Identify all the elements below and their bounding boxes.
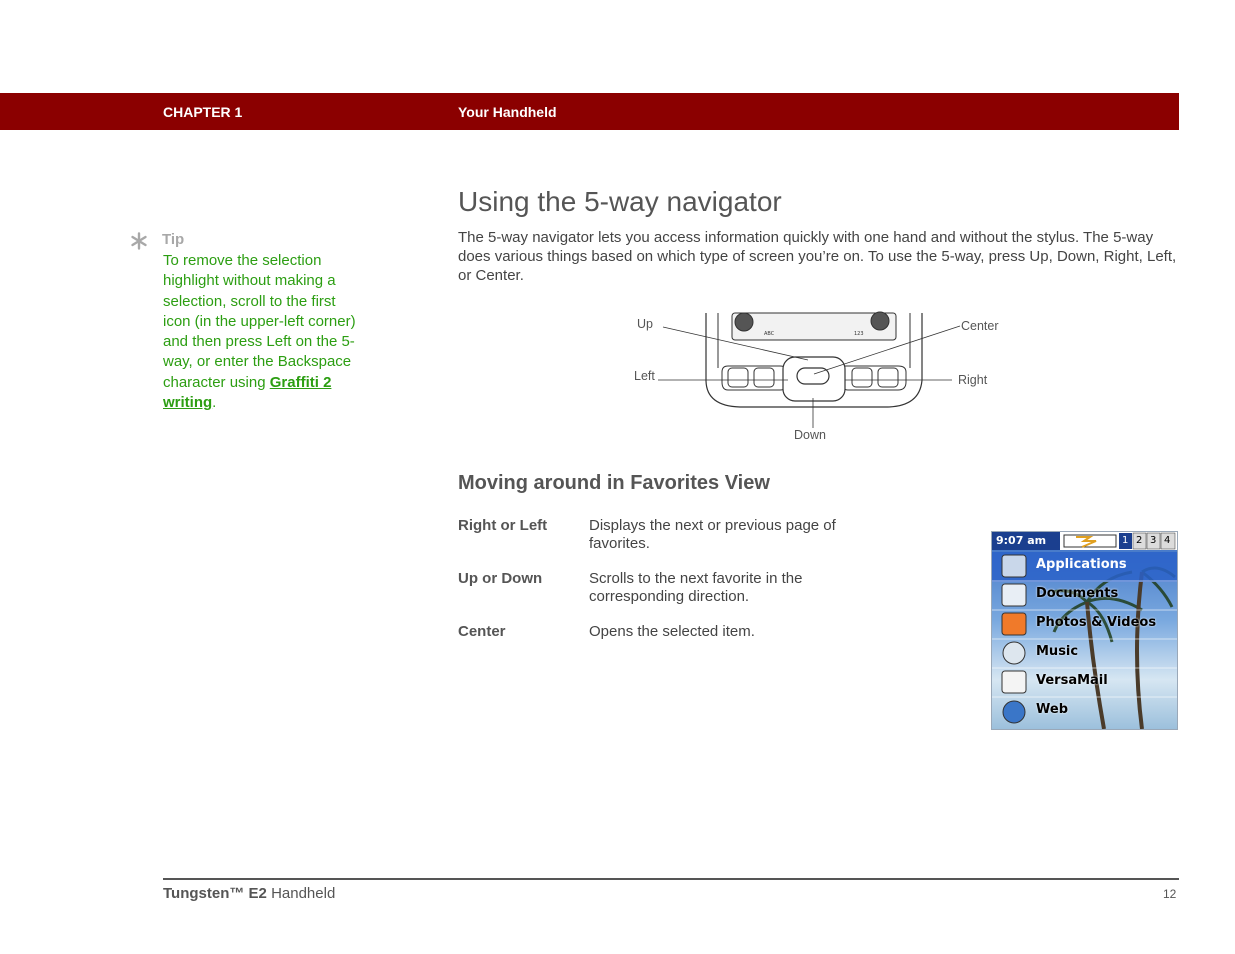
favorite-label: Photos & Videos — [1036, 615, 1157, 630]
tip-text — [163, 251, 358, 413]
favorite-label: VersaMail — [1036, 673, 1108, 688]
asterisk-icon — [130, 232, 148, 250]
favorite-label: Music — [1036, 644, 1079, 659]
footer-product — [163, 885, 335, 902]
chapter-label: CHAPTER 1 — [163, 104, 243, 120]
calendar-button-icon — [728, 368, 748, 387]
product-name: Tungsten™ E2 — [163, 885, 267, 902]
tasks-button-icon — [852, 368, 872, 387]
favorite-documents[interactable] — [992, 581, 1177, 610]
favorite-label: Documents — [1036, 586, 1119, 601]
favorite-label: Applications — [1036, 557, 1127, 572]
favorite-web[interactable] — [992, 697, 1177, 726]
note-button-icon — [878, 368, 898, 387]
left-label: Left — [634, 369, 655, 383]
num-label: 123 — [854, 331, 864, 337]
term-center: Center — [458, 623, 506, 640]
menu-icon — [735, 313, 753, 331]
favorite-label: Web — [1036, 702, 1068, 717]
desc-center: Opens the selected item. — [589, 623, 755, 640]
find-icon — [871, 312, 889, 330]
page-tab-2[interactable]: 2 — [1136, 535, 1143, 546]
contacts-button-icon — [754, 368, 774, 387]
term-up-down: Up or Down — [458, 570, 543, 587]
desc-right-left: Displays the next or previous page of favorites. — [589, 517, 836, 552]
subsection-title: Moving around in Favorites View — [458, 472, 770, 494]
tip-body-text: To remove the selection highlight without making a selection, scroll to the first icon (in the upper-left corner) and then press Left on the 5-way, or enter the Backspace character using — [163, 252, 356, 391]
center-label: Center — [961, 319, 999, 333]
intro-paragraph: The 5-way navigator lets you access information quickly with one hand and without the stylus. The 5-way does various things based on which type of screen you’re on. To use the 5-way, press Up, Down, Right, Left, or Center. — [458, 229, 1177, 284]
favorite-versamail[interactable] — [992, 668, 1177, 697]
page-tab-3[interactable]: 3 — [1150, 535, 1157, 546]
page-tab-1[interactable]: 1 — [1122, 535, 1129, 546]
favorites-screenshot — [991, 531, 1178, 730]
page-tab-4[interactable]: 4 — [1164, 535, 1171, 546]
up-label: Up — [637, 317, 653, 331]
favorite-photos-videos[interactable] — [992, 610, 1177, 639]
page-number: 12 — [1163, 887, 1177, 901]
desc-up-down: Scrolls to the next favorite in the corresponding direction. — [589, 570, 803, 605]
chapter-title: Your Handheld — [458, 104, 557, 120]
abc-label: ABC — [764, 331, 775, 337]
favorite-applications[interactable] — [992, 552, 1177, 581]
navigator-figure — [630, 310, 1020, 445]
down-label: Down — [794, 428, 826, 442]
tip-label: Tip — [162, 231, 185, 248]
favorite-music[interactable] — [992, 639, 1177, 668]
clock-time: 9:07 am — [996, 534, 1047, 547]
section-title: Using the 5-way navigator — [458, 186, 782, 217]
tip-end: . — [212, 394, 217, 412]
graffiti-link[interactable]: Graffiti 2 writing — [163, 373, 332, 412]
right-label: Right — [958, 373, 988, 387]
footer-rule — [163, 878, 1179, 880]
product-suffix: Handheld — [266, 885, 336, 902]
term-right-left: Right or Left — [458, 517, 548, 534]
